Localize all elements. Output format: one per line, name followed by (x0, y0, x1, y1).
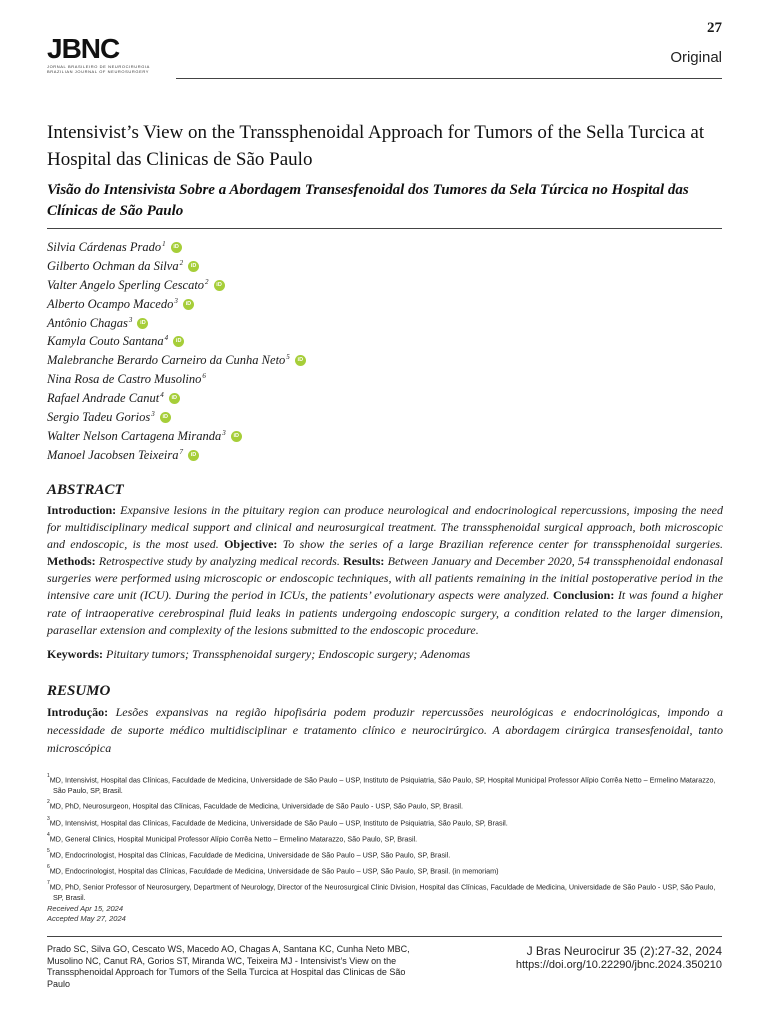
keywords-text: Pituitary tumors; Transsphenoidal surgery; Endoscopic surgery; Adenomas (103, 647, 471, 661)
abstract-results: Between January and December 2020, 54 transsphenoidal endonasal surgeries were performed using microscopic or endoscopic techniques, with all patients remaining in the initial postoperative period in the intensive care unit (ICU). During the period in ICUs, the patients’ evolutionary aspects were analyzed. (47, 554, 723, 603)
author-affiliation-number: 3 (174, 296, 178, 305)
author-name: Kamyla Couto Santana (47, 334, 164, 349)
author-name: Valter Angelo Sperling Cescato (47, 277, 205, 292)
orcid-icon[interactable]: iD (173, 336, 184, 347)
author-name: Walter Nelson Cartagena Miranda (47, 428, 222, 443)
author-name: Rafael Andrade Canut (47, 391, 160, 406)
affiliation-text: MD, PhD, Neurosurgeon, Hospital das Clínicas, Faculdade de Medicina, Universidade de São Paulo - USP, São Paulo, SP, Brasil. (49, 801, 464, 811)
affiliation-text: MD, General Clinics, Hospital Municipal Professor Alípio Corrêa Netto – Ermelino Matarazzo, São Paulo, SP, Brasil. (49, 834, 418, 844)
article-title: Intensivist’s View on the Transsphenoidal Approach for Tumors of the Sella Turcica at Hospital das Clinicas de São Paulo (47, 122, 705, 170)
abstract-results-label: Results: (343, 554, 385, 569)
orcid-icon[interactable]: iD (214, 280, 225, 291)
orcid-icon[interactable]: iD (231, 431, 242, 442)
author-affiliation-number: 2 (205, 277, 209, 286)
resumo-intro-label: Introdução: (47, 705, 109, 719)
author-item (47, 314, 547, 333)
resumo-heading: RESUMO (47, 683, 111, 699)
author-affiliation-number: 3 (151, 410, 155, 419)
author-item (47, 332, 547, 351)
orcid-icon[interactable]: iD (295, 355, 306, 366)
logo-subtitle-en: BRAZILIAN JOURNAL OF NEUROSURGERY (47, 69, 150, 74)
affiliation-text: MD, Endocrinologist, Hospital das Clínicas, Faculdade de Medicina, Universidade de São Paulo – USP, São Paulo, SP, Brasil. (49, 850, 451, 860)
abstract-intro-label: Introduction: (47, 503, 117, 517)
resumo-text (47, 703, 723, 755)
author-affiliation-number: 4 (160, 391, 164, 400)
orcid-icon[interactable]: iD (169, 393, 180, 404)
author-affiliation-number: 5 (286, 353, 290, 362)
footer-divider (47, 936, 722, 937)
affiliation-number: 3 (47, 815, 50, 822)
affiliation-number: 4 (47, 831, 50, 838)
author-name: Malebranche Berardo Carneiro da Cunha Neto (47, 353, 286, 368)
affiliation-number: 2 (47, 799, 50, 806)
author-name: Antônio Chagas (47, 315, 128, 330)
author-name: Manoel Jacobsen Teixeira (47, 447, 179, 462)
author-item (47, 276, 547, 295)
author-affiliation-number: 6 (202, 372, 206, 381)
author-name: Sergio Tadeu Gorios (47, 410, 151, 425)
abstract-objective-label: Objective: (224, 537, 278, 552)
citation-text: Prado SC, Silva GO, Cescato WS, Macedo AO, Chagas A, Santana KC, Cunha Neto MBC, Musolino NC, Canut RA, Gorios ST, Miranda WC, Teixeira MJ - Intensivist’s View on the Transsphenoidal Approach for Tumors of the Sella Turcica at Hospital das Clinicas de São Paulo (47, 944, 410, 989)
author-item (47, 351, 547, 370)
title-divider (47, 228, 722, 229)
received-date: Received Apr 15, 2024 (47, 904, 124, 913)
orcid-icon[interactable]: iD (171, 242, 182, 253)
article-subtitle-pt: Visão do Intensivista Sobre a Abordagem Transesfenoidal dos Tumores da Sela Túrcica no Hospital das Clínicas de São Paulo (47, 182, 689, 219)
affiliation-number: 1 (47, 773, 50, 779)
author-affiliation-number: 3 (128, 315, 133, 324)
accepted-date: Accepted May 27, 2024 (47, 914, 126, 923)
author-affiliation-number: 4 (164, 334, 169, 343)
affiliation-item (47, 799, 723, 812)
orcid-icon[interactable]: iD (188, 261, 199, 272)
affiliation-text: MD, Intensivist, Hospital das Clínicas, Faculdade de Medicina, Universidade de São Paulo – USP, Instituto de Psiquiatria, São Paulo, SP, Brasil. (49, 818, 508, 828)
affiliation-text: MD, Intensivist, Hospital das Clínicas, Faculdade de Medicina, Universidade de São Paulo – USP, Instituto de Psiquiatria, São Paulo, SP, Hospital Municipal Professor Alípio Corrêa Netto – Ermelino Matarazzo, São Paulo, SP, Brasil. (49, 775, 716, 795)
abstract-objective: To show the series of a large Brazilian reference center for transsphenoidal surgeries. (277, 537, 723, 552)
author-name: Nina Rosa de Castro Musolino (47, 372, 202, 387)
orcid-icon[interactable]: iD (183, 299, 194, 310)
author-item (47, 389, 547, 408)
author-name: Silvia Cárdenas Prado (47, 240, 162, 254)
journal-reference (516, 944, 722, 972)
author-item (47, 238, 547, 257)
author-item (47, 295, 547, 314)
author-item (47, 446, 547, 465)
header-divider (176, 78, 722, 79)
logo-text: JBNC (47, 33, 120, 64)
author-affiliation-number: 1 (162, 240, 166, 248)
affiliation-text: MD, Endocrinologist, Hospital das Clínicas, Faculdade de Medicina, Universidade de São Paulo – USP, São Paulo, SP, Brasil. (in memoriam) (49, 866, 499, 876)
affiliation-item (47, 816, 723, 829)
affiliation-item (47, 848, 723, 861)
journal-volume: J Bras Neurocirur 35 (2):27-32, 2024 (526, 944, 722, 958)
affiliation-item (47, 773, 723, 796)
abstract-conclusion: It was found a higher rate of intraoperative cerebrospinal fluid leaks in patients undergoing endoscopic surgery, a condition related to the larger dimension, parasellar extension and complexity of the lesions submitted to the endoscopic procedure. (47, 588, 723, 637)
resumo-intro: Lesões expansivas na região hipofisária podem produzir repercussões neurológicas e endocrinológicas, impondo a necessidade de suporte médico multidisciplinar e tratamento clínico e neurocirúrgico. A abordagem cirúrgica transesfenoidal, tanto microscópica (47, 705, 723, 755)
affiliation-item (47, 832, 723, 845)
author-affiliation-number: 7 (179, 447, 183, 456)
author-item (47, 370, 547, 389)
author-list (47, 238, 547, 465)
logo-subtitle-pt: JORNAL BRASILEIRO DE NEUROCIRURGIA (47, 64, 150, 69)
keywords (47, 646, 723, 663)
abstract-methods: Retrospective study by analyzing medical records. (95, 554, 344, 569)
affiliation-number: 7 (47, 880, 50, 887)
article-dates (47, 904, 126, 924)
orcid-icon[interactable]: iD (188, 450, 199, 461)
author-name: Gilberto Ochman da Silva (47, 258, 179, 273)
affiliation-item (47, 864, 723, 877)
author-item (47, 257, 547, 276)
author-item (47, 408, 547, 427)
affiliation-list (47, 773, 723, 907)
affiliation-text: MD, PhD, Senior Professor of Neurosurgery, Department of Neurology, Director of the Neurosurgical Clinic Division, Hospital das Clínicas, Faculdade de Medicina, Universidade de São Paulo - USP, São Paulo, SP, Brasil. (49, 882, 716, 903)
abstract-methods-label: Methods: (47, 554, 96, 569)
doi-link[interactable]: https://doi.org/10.22290/jbnc.2024.350210 (515, 959, 722, 971)
article-type: Original (670, 49, 722, 66)
keywords-label: Keywords: (47, 647, 103, 661)
abstract-heading: ABSTRACT (47, 482, 124, 498)
abstract-intro: Expansive lesions in the pituitary region can produce neurological and endocrinological repercussions, imposing the need for multidisciplinary medical support and clinical and neurosurgical treatment. The transsphenoidal surgical approach, both microscopic and endoscopic, is the most used. (47, 503, 723, 552)
orcid-icon[interactable]: iD (160, 412, 171, 423)
abstract-conclusion-label: Conclusion: (552, 588, 615, 603)
author-name: Alberto Ocampo Macedo (47, 296, 174, 311)
author-item (47, 427, 547, 446)
abstract-text (47, 502, 723, 639)
orcid-icon[interactable]: iD (137, 318, 148, 329)
author-affiliation-number: 3 (222, 428, 226, 437)
journal-logo (47, 34, 177, 74)
page-number: 27 (707, 20, 722, 36)
affiliation-number: 6 (47, 864, 50, 871)
affiliation-number: 5 (47, 848, 50, 855)
affiliation-item (47, 880, 723, 903)
author-affiliation-number: 2 (179, 258, 184, 267)
